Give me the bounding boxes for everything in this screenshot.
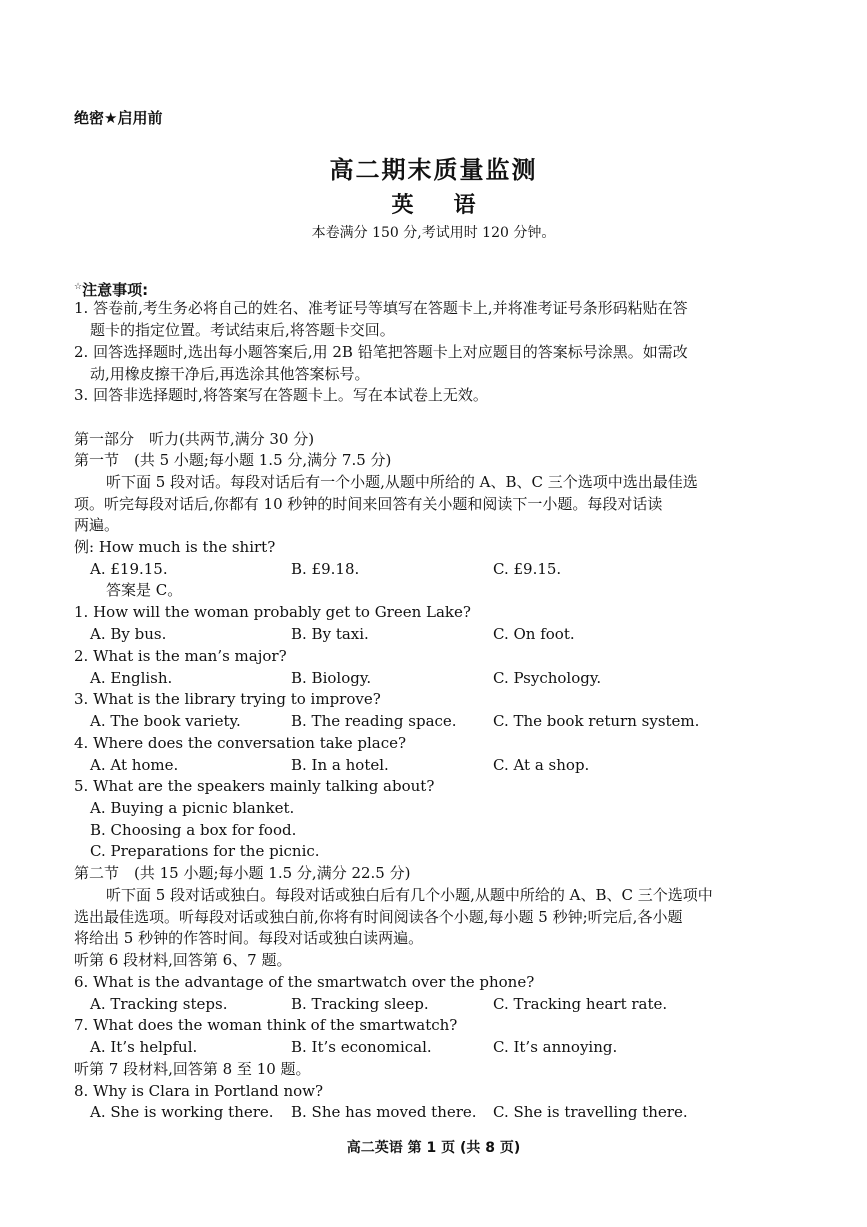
- option-b: B. Choosing a box for food.: [90, 821, 297, 839]
- question-2: 2. What is the man’s major?: [74, 647, 287, 665]
- example-option-b: B. £9.18.: [291, 560, 360, 578]
- option-b: B. The reading space.: [291, 712, 457, 730]
- notes-heading-text: 注意事项:: [82, 281, 149, 299]
- option-a: A. It’s helpful.: [90, 1038, 198, 1056]
- note-line: 题卡的指定位置。考试结束后,将答题卡交回。: [90, 321, 395, 339]
- question-6: 6. What is the advantage of the smartwatch over the phone?: [74, 973, 535, 991]
- option-c: C. It’s annoying.: [493, 1038, 618, 1056]
- example-option-a: A. £19.15.: [90, 560, 168, 578]
- section2-heading: 第二节 (共 15 小题;每小题 1.5 分,满分 22.5 分): [74, 864, 411, 882]
- example-option-c: C. £9.15.: [493, 560, 562, 578]
- option-c: C. Tracking heart rate.: [493, 995, 668, 1013]
- question-5: 5. What are the speakers mainly talking about?: [74, 777, 435, 795]
- option-c: C. Psychology.: [493, 669, 602, 687]
- option-b: B. Tracking sleep.: [291, 995, 429, 1013]
- note-star-mark: ☆: [74, 282, 83, 292]
- question-1: 1. How will the woman probably get to Green Lake?: [74, 603, 471, 621]
- note-line: 动,用橡皮擦干净后,再选涂其他答案标号。: [90, 365, 370, 383]
- option-c: C. She is travelling there.: [493, 1103, 688, 1121]
- note-line: 2. 回答选择题时,选出每小题答案后,用 2B 铅笔把答题卡上对应题目的答案标号涂黑。如需改: [74, 343, 688, 361]
- question-7: 7. What does the woman think of the smartwatch?: [74, 1016, 458, 1034]
- material-6-heading: 听第 6 段材料,回答第 6、7 题。: [74, 951, 292, 969]
- option-a: A. Buying a picnic blanket.: [90, 799, 295, 817]
- section1-instruction: 两遍。: [74, 516, 120, 534]
- option-a: A. At home.: [90, 756, 179, 774]
- option-b: B. Biology.: [291, 669, 372, 687]
- part1-heading: 第一部分 听力(共两节,满分 30 分): [74, 430, 315, 448]
- option-a: A. Tracking steps.: [90, 995, 228, 1013]
- option-c: C. The book return system.: [493, 712, 700, 730]
- option-b: B. It’s economical.: [291, 1038, 432, 1056]
- example-answer: 答案是 C。: [106, 581, 183, 599]
- note-line: 3. 回答非选择题时,将答案写在答题卡上。写在本试卷上无效。: [74, 386, 488, 404]
- subject-title: 英语: [391, 193, 516, 218]
- section2-instruction: 将给出 5 秒钟的作答时间。每段对话或独白读两遍。: [74, 929, 424, 947]
- question-3: 3. What is the library trying to improve?: [74, 690, 381, 708]
- option-b: B. She has moved there.: [291, 1103, 477, 1121]
- section2-instruction: 听下面 5 段对话或独白。每段对话或独白后有几个小题,从题中所给的 A、B、C 三个选项中: [106, 886, 713, 904]
- option-c: C. On foot.: [493, 625, 575, 643]
- confidential-mark: 绝密★启用前: [74, 109, 163, 127]
- section1-heading: 第一节 (共 5 小题;每小题 1.5 分,满分 7.5 分): [74, 451, 392, 469]
- option-a: A. By bus.: [90, 625, 167, 643]
- section2-instruction: 选出最佳选项。听每段对话或独白前,你将有时间阅读各个小题,每小题 5 秒钟;听完后,各小题: [74, 908, 683, 926]
- material-7-heading: 听第 7 段材料,回答第 8 至 10 题。: [74, 1060, 311, 1078]
- exam-title: 高二期末质量监测: [329, 156, 538, 184]
- question-8: 8. Why is Clara in Portland now?: [74, 1082, 324, 1100]
- option-b: B. By taxi.: [291, 625, 369, 643]
- option-a: A. English.: [90, 669, 173, 687]
- section1-instruction: 听下面 5 段对话。每段对话后有一个小题,从题中所给的 A、B、C 三个选项中选出最佳选: [106, 473, 698, 491]
- question-4: 4. Where does the conversation take place?: [74, 734, 407, 752]
- option-a: A. The book variety.: [90, 712, 241, 730]
- option-b: B. In a hotel.: [291, 756, 389, 774]
- option-c: C. At a shop.: [493, 756, 590, 774]
- option-a: A. She is working there.: [90, 1103, 274, 1121]
- page-footer: 高二英语 第 1 页 (共 8 页): [346, 1140, 521, 1156]
- example-question: 例: How much is the shirt?: [74, 538, 276, 556]
- section1-instruction: 项。听完每段对话后,你都有 10 秒钟的时间来回答有关小题和阅读下一小题。每段对话读: [74, 495, 663, 513]
- note-line: 1. 答卷前,考生务必将自己的姓名、准考证号等填写在答题卡上,并将准考证号条形码粘贴在答: [74, 299, 688, 317]
- score-info: 本卷满分 150 分,考试用时 120 分钟。: [311, 225, 556, 241]
- option-c: C. Preparations for the picnic.: [90, 842, 320, 860]
